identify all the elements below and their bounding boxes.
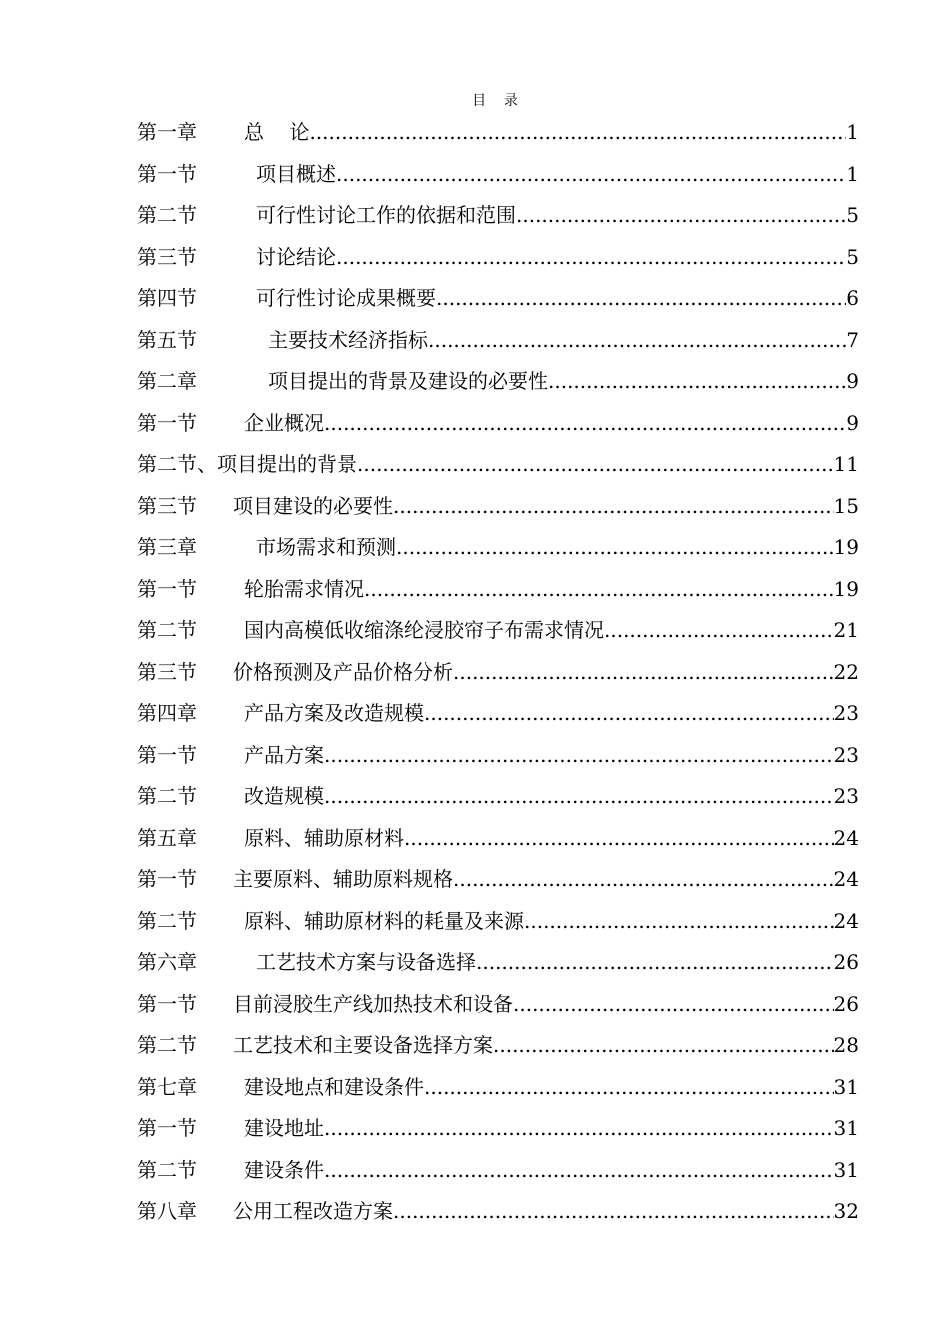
toc-entry-page: 26 (833, 991, 859, 1016)
toc-entry-title: 建设地址 (244, 1116, 324, 1140)
toc-leader-dots (424, 693, 834, 735)
toc-entry-title: 目前浸胶生产线加热技术和设备 (233, 991, 513, 1016)
toc-entry[interactable] (137, 984, 859, 1026)
toc-entry[interactable] (137, 610, 859, 652)
toc-entry-label: 第七章 (137, 1074, 197, 1099)
toc-leader-dots (364, 569, 834, 611)
toc-entry-title: 建设条件 (244, 1157, 324, 1182)
toc-entry-page: 28 (833, 1033, 859, 1057)
toc-leader-dots (393, 1191, 834, 1233)
toc-entry-page: 23 (833, 784, 859, 808)
toc-entry-label: 第三节 (137, 493, 197, 518)
toc-entry-label: 第二节 (137, 1157, 197, 1182)
toc-entry-label: 第三章 (137, 535, 197, 559)
toc-entry-label: 第四节 (137, 286, 197, 310)
toc-entry-page: 19 (833, 576, 859, 601)
toc-entry[interactable] (137, 652, 859, 694)
toc-leader-dots (396, 527, 834, 569)
toc-entry[interactable] (137, 1108, 859, 1150)
toc-entry-label: 第二节 (137, 618, 197, 642)
toc-entry-title: 项目提出的背景 (217, 452, 357, 476)
toc-entry-page: 5 (846, 203, 859, 227)
toc-leader-dots (513, 984, 834, 1026)
toc-entry-label: 第五节 (137, 327, 197, 352)
toc-entry-title: 讨论结论 (256, 244, 336, 269)
toc-entry[interactable] (137, 818, 859, 860)
toc-entry-page: 19 (833, 535, 859, 559)
toc-leader-dots (357, 444, 834, 486)
toc-entry-page: 24 (833, 867, 859, 891)
toc-leader-dots (424, 1067, 834, 1109)
toc-entry[interactable] (137, 1150, 859, 1192)
toc-entry[interactable] (137, 237, 859, 279)
toc-leader-dots (393, 486, 834, 528)
toc-leader-dots (309, 112, 846, 154)
toc-entry-label: 第二节 (137, 1033, 197, 1057)
toc-entry-title: 工艺技术和主要设备选择方案 (233, 1033, 493, 1057)
toc-entry-page: 11 (833, 452, 859, 476)
toc-entry-label: 第一节 (137, 576, 197, 601)
toc-entry-page: 1 (846, 161, 859, 186)
toc-leader-dots (324, 403, 846, 445)
toc-entry-page: 23 (833, 701, 859, 725)
toc-entry-title: 产品方案 (244, 742, 324, 767)
toc-heading: 目 录 (472, 93, 518, 109)
toc-entry-title: 主要原料、辅助原料规格 (233, 867, 453, 891)
toc-entry-page: 31 (833, 1116, 859, 1140)
toc-entry[interactable] (137, 1067, 859, 1109)
toc-entry[interactable] (137, 1191, 859, 1233)
toc-entry[interactable] (137, 320, 859, 362)
toc-entry-page: 21 (833, 618, 859, 642)
toc-leader-dots (476, 942, 834, 984)
toc-entry[interactable] (137, 403, 859, 445)
toc-leader-dots (548, 361, 846, 403)
toc-leader-dots (436, 278, 846, 320)
toc-leader-dots (493, 1025, 834, 1067)
toc-leader-dots (453, 859, 834, 901)
toc-entry-title: 原料、辅助原材料 (244, 825, 404, 850)
toc-entry[interactable] (137, 112, 859, 154)
toc-leader-dots (516, 195, 846, 237)
toc-entry-page: 9 (846, 410, 859, 435)
toc-entry-label: 第二章 (137, 369, 197, 393)
toc-leader-dots (604, 610, 834, 652)
toc-entry[interactable] (137, 776, 859, 818)
toc-entry[interactable] (137, 859, 859, 901)
toc-list (137, 112, 859, 1233)
toc-entry-title: 原料、辅助原材料的耗量及来源 (244, 908, 524, 933)
toc-entry-label: 第一节 (137, 161, 197, 186)
toc-entry-title: 建设地点和建设条件 (244, 1074, 424, 1099)
toc-entry-label: 第五章 (137, 825, 197, 850)
toc-entry-title: 轮胎需求情况 (244, 576, 364, 601)
toc-entry[interactable] (137, 361, 859, 403)
toc-entry-page: 9 (846, 369, 859, 393)
toc-entry-title: 产品方案及改造规模 (244, 701, 424, 725)
toc-entry-page: 31 (833, 1074, 859, 1099)
toc-leader-dots (324, 1108, 834, 1150)
toc-leader-dots (453, 652, 834, 694)
toc-entry-label: 第一章 (137, 120, 197, 144)
toc-entry[interactable] (137, 1025, 859, 1067)
toc-entry-title: 主要技术经济指标 (268, 327, 428, 352)
toc-entry-page: 6 (846, 286, 859, 310)
toc-entry[interactable] (137, 278, 859, 320)
toc-entry-title: 改造规模 (244, 784, 324, 808)
toc-entry[interactable] (137, 527, 859, 569)
toc-entry-label: 第一节 (137, 1116, 197, 1140)
toc-leader-dots (428, 320, 846, 362)
toc-entry-page: 24 (833, 825, 859, 850)
toc-entry-page: 7 (846, 327, 859, 352)
toc-entry-page: 26 (833, 950, 859, 974)
toc-entry-title: 项目提出的背景及建设的必要性 (268, 369, 548, 393)
toc-entry-label: 第四章 (137, 701, 197, 725)
toc-entry-label: 第一节 (137, 867, 197, 891)
toc-entry-label: 第一节 (137, 742, 197, 767)
toc-leader-dots (524, 901, 834, 943)
toc-leader-dots (404, 818, 834, 860)
toc-entry-page: 5 (846, 244, 859, 269)
toc-entry[interactable] (137, 444, 859, 486)
toc-entry-page: 22 (833, 659, 859, 684)
toc-entry[interactable] (137, 735, 859, 777)
toc-entry-title: 总 论 (244, 120, 310, 144)
toc-entry-title: 企业概况 (244, 410, 324, 435)
toc-entry[interactable] (137, 693, 859, 735)
toc-entry-label: 第二节、 (137, 452, 217, 476)
toc-entry-label: 第二节 (137, 908, 197, 933)
toc-entry-label: 第一节 (137, 991, 197, 1016)
toc-entry-title: 项目建设的必要性 (233, 493, 393, 518)
toc-entry-title: 市场需求和预测 (256, 535, 396, 559)
toc-entry-label: 第三节 (137, 244, 197, 269)
toc-entry-page: 1 (846, 120, 859, 144)
toc-entry-title: 公用工程改造方案 (233, 1199, 393, 1223)
toc-entry-label: 第三节 (137, 659, 197, 684)
toc-entry-page: 24 (833, 908, 859, 933)
toc-entry-label: 第一节 (137, 410, 197, 435)
toc-entry-title: 价格预测及产品价格分析 (233, 659, 453, 684)
toc-entry-page: 31 (833, 1157, 859, 1182)
toc-entry-label: 第二节 (137, 203, 197, 227)
toc-entry[interactable] (137, 569, 859, 611)
toc-entry-title: 可行性讨论成果概要 (256, 286, 436, 310)
toc-entry-title: 项目概述 (256, 161, 336, 186)
toc-leader-dots (324, 735, 834, 777)
toc-entry-title: 工艺技术方案与设备选择 (256, 950, 476, 974)
toc-entry[interactable] (137, 942, 859, 984)
toc-entry-label: 第六章 (137, 950, 197, 974)
toc-entry-label: 第八章 (137, 1199, 197, 1223)
toc-entry[interactable] (137, 195, 859, 237)
toc-leader-dots (324, 776, 834, 818)
toc-leader-dots (336, 154, 846, 196)
toc-entry[interactable] (137, 486, 859, 528)
toc-entry[interactable] (137, 901, 859, 943)
toc-entry-page: 23 (833, 742, 859, 767)
toc-entry-title: 国内高模低收缩涤纶浸胶帘子布需求情况 (244, 618, 604, 642)
toc-entry[interactable] (137, 154, 859, 196)
toc-leader-dots (336, 237, 846, 279)
toc-entry-label: 第二节 (137, 784, 197, 808)
toc-entry-page: 32 (833, 1199, 859, 1223)
toc-entry-title: 可行性讨论工作的依据和范围 (256, 203, 516, 227)
toc-leader-dots (324, 1150, 834, 1192)
toc-entry-page: 15 (833, 493, 859, 518)
